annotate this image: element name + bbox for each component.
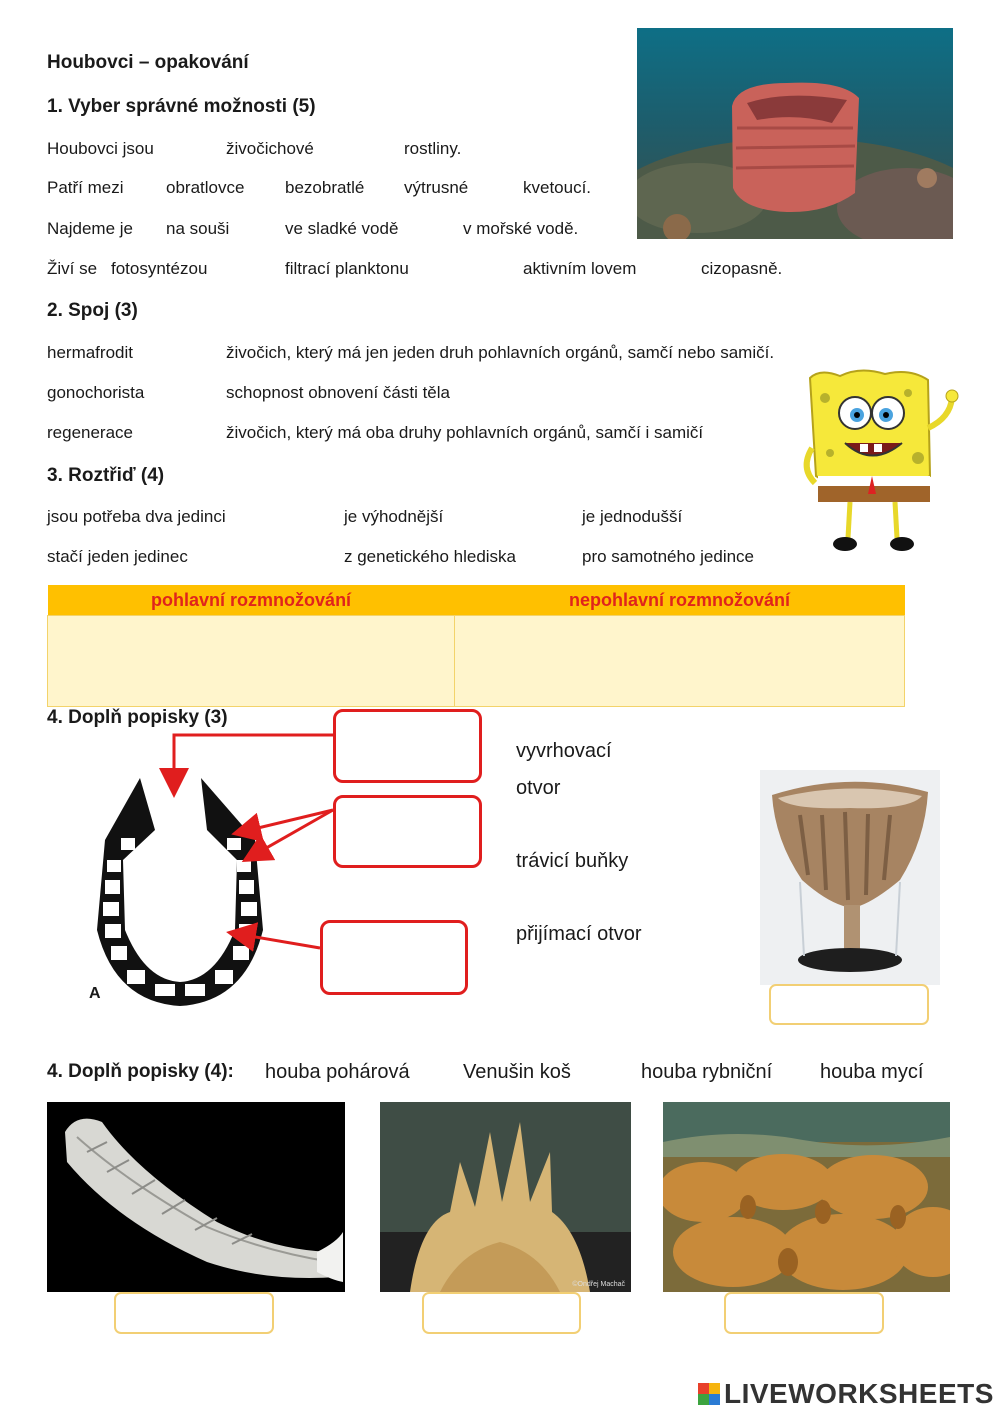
photo-credit: ©Ondřej Machač (572, 1281, 625, 1288)
s4-label[interactable]: vyvrhovací (516, 740, 612, 762)
s1-row2-option[interactable]: obratlovce (166, 178, 245, 197)
column-header-asexual: nepohlavní rozmnožování (455, 585, 905, 616)
s1-row2-stem: Patří mezi (47, 178, 124, 197)
s1-row4-stem: Živí se (47, 259, 98, 278)
bath-sponge-photo (663, 1102, 950, 1292)
section3-heading: 3. Roztřiď (4) (47, 465, 165, 486)
s1-row3-stem: Najdeme je (47, 219, 133, 238)
s1-row3-option[interactable]: v mořské vodě. (463, 219, 579, 238)
arrow-to-wall (247, 810, 333, 859)
s1-row4-option[interactable]: aktivním lovem (523, 259, 637, 278)
s2-term[interactable]: gonochorista (47, 383, 145, 402)
venus-basket-photo (47, 1102, 345, 1292)
s2-term[interactable]: hermafrodit (47, 343, 133, 362)
s2-definition[interactable]: schopnost obnovení části těla (226, 383, 450, 402)
arrow-to-pore (232, 933, 320, 948)
s3-item[interactable]: jsou potřeba dva jedinci (47, 507, 226, 526)
section5-heading: 4. Doplň popisky (4): (47, 1061, 234, 1082)
column-header-sexual: pohlavní rozmnožování (48, 585, 455, 616)
s2-term[interactable]: regenerace (47, 423, 134, 442)
freshwater-sponge-photo (380, 1102, 631, 1292)
answer-box-photo-2[interactable] (422, 1292, 581, 1334)
s5-option[interactable]: houba mycí (820, 1061, 924, 1083)
s3-item[interactable]: pro samotného jedince (582, 547, 755, 566)
s3-item[interactable]: je výhodnější (344, 507, 444, 526)
arrow-to-osculum (174, 735, 333, 792)
answer-box-photo-1[interactable] (114, 1292, 274, 1334)
s1-row1-option[interactable]: živočichové (226, 139, 314, 158)
liveworksheets-badge-icon (698, 1383, 720, 1405)
s1-row4-option[interactable]: fotosyntézou (111, 259, 208, 278)
s5-option[interactable]: houba rybniční (641, 1061, 773, 1083)
s4-label[interactable]: otvor (516, 777, 561, 799)
section4-heading: 4. Doplň popisky (3) (47, 707, 228, 728)
s2-definition[interactable]: živočich, který má oba druhy pohlavních orgánů, samčí i samičí (226, 423, 704, 442)
s1-row2-option[interactable]: výtrusné (404, 178, 469, 197)
diagram-letter: A (89, 985, 101, 1002)
s5-option[interactable]: Venušin koš (463, 1061, 571, 1083)
answer-box-cup-sponge[interactable] (769, 984, 929, 1025)
s4-label[interactable]: přijímací otvor (516, 923, 642, 945)
s3-item[interactable]: je jednodušší (582, 507, 683, 526)
page-title: Houbovci – opakování (47, 52, 249, 73)
s1-row4-option[interactable]: filtrací planktonu (285, 259, 409, 278)
answer-box-photo-3[interactable] (724, 1292, 884, 1334)
s1-row1-stem: Houbovci jsou (47, 139, 154, 158)
s1-row4-option[interactable]: cizopasně. (701, 259, 783, 278)
s1-row1-option[interactable]: rostliny. (404, 139, 462, 158)
s4-label[interactable]: trávicí buňky (516, 850, 629, 872)
s2-definition[interactable]: živočich, který má jen jeden druh pohlavních orgánů, samčí nebo samičí. (226, 343, 775, 362)
s1-row3-option[interactable]: ve sladké vodě (285, 219, 399, 238)
section1-heading: 1. Vyber správné možnosti (5) (47, 96, 316, 117)
s1-row3-option[interactable]: na souši (166, 219, 230, 238)
liveworksheets-logo: LIVEWORKSHEETS (724, 1378, 994, 1409)
cup-sponge-photo (760, 770, 940, 985)
s1-row2-option[interactable]: kvetoucí. (523, 178, 592, 197)
arrow-to-wall (237, 810, 333, 833)
s3-item[interactable]: z genetického hlediska (344, 547, 517, 566)
s5-option[interactable]: houba pohárová (265, 1061, 410, 1083)
section2-heading: 2. Spoj (3) (47, 300, 138, 321)
s3-item[interactable]: stačí jeden jedinec (47, 547, 188, 566)
s1-row2-option[interactable]: bezobratlé (285, 178, 365, 197)
